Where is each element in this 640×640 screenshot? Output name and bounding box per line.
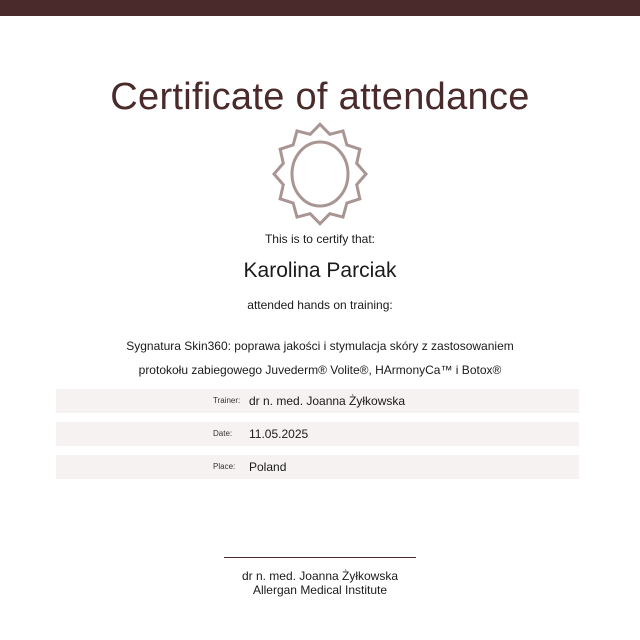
place-label: Place:	[213, 462, 236, 471]
place-value: Poland	[249, 460, 287, 474]
course-title	[0, 334, 640, 382]
attended-text: attended hands on training:	[247, 298, 393, 312]
certify-text: This is to certify that:	[264, 232, 376, 246]
course-title-line-1: Sygnatura Skin360: poprawa jakości i stymulacja skóry z zastosowaniem	[126, 339, 514, 353]
certificate-title: Certificate of attendance	[110, 76, 530, 118]
trainer-value: dr n. med. Joanna Żyłkowska	[249, 394, 406, 408]
place-row	[56, 455, 579, 479]
signature-line	[224, 557, 416, 558]
signatory-institution: Allergan Medical Institute	[252, 583, 388, 597]
trainer-row	[56, 389, 579, 413]
signatory-name: dr n. med. Joanna Żyłkowska	[241, 569, 399, 583]
course-title-line-2: protokołu zabiegowego Juvederm® Volite®, HArmonyCa™ i Botox®	[138, 363, 502, 377]
sunburst-seal-icon	[272, 122, 368, 226]
top-accent-bar	[0, 0, 640, 16]
date-value: 11.05.2025	[249, 427, 309, 441]
recipient-name: Karolina Parciak	[243, 259, 397, 282]
trainer-label: Trainer:	[213, 396, 241, 405]
date-label: Date:	[213, 429, 233, 438]
date-row	[56, 422, 579, 446]
